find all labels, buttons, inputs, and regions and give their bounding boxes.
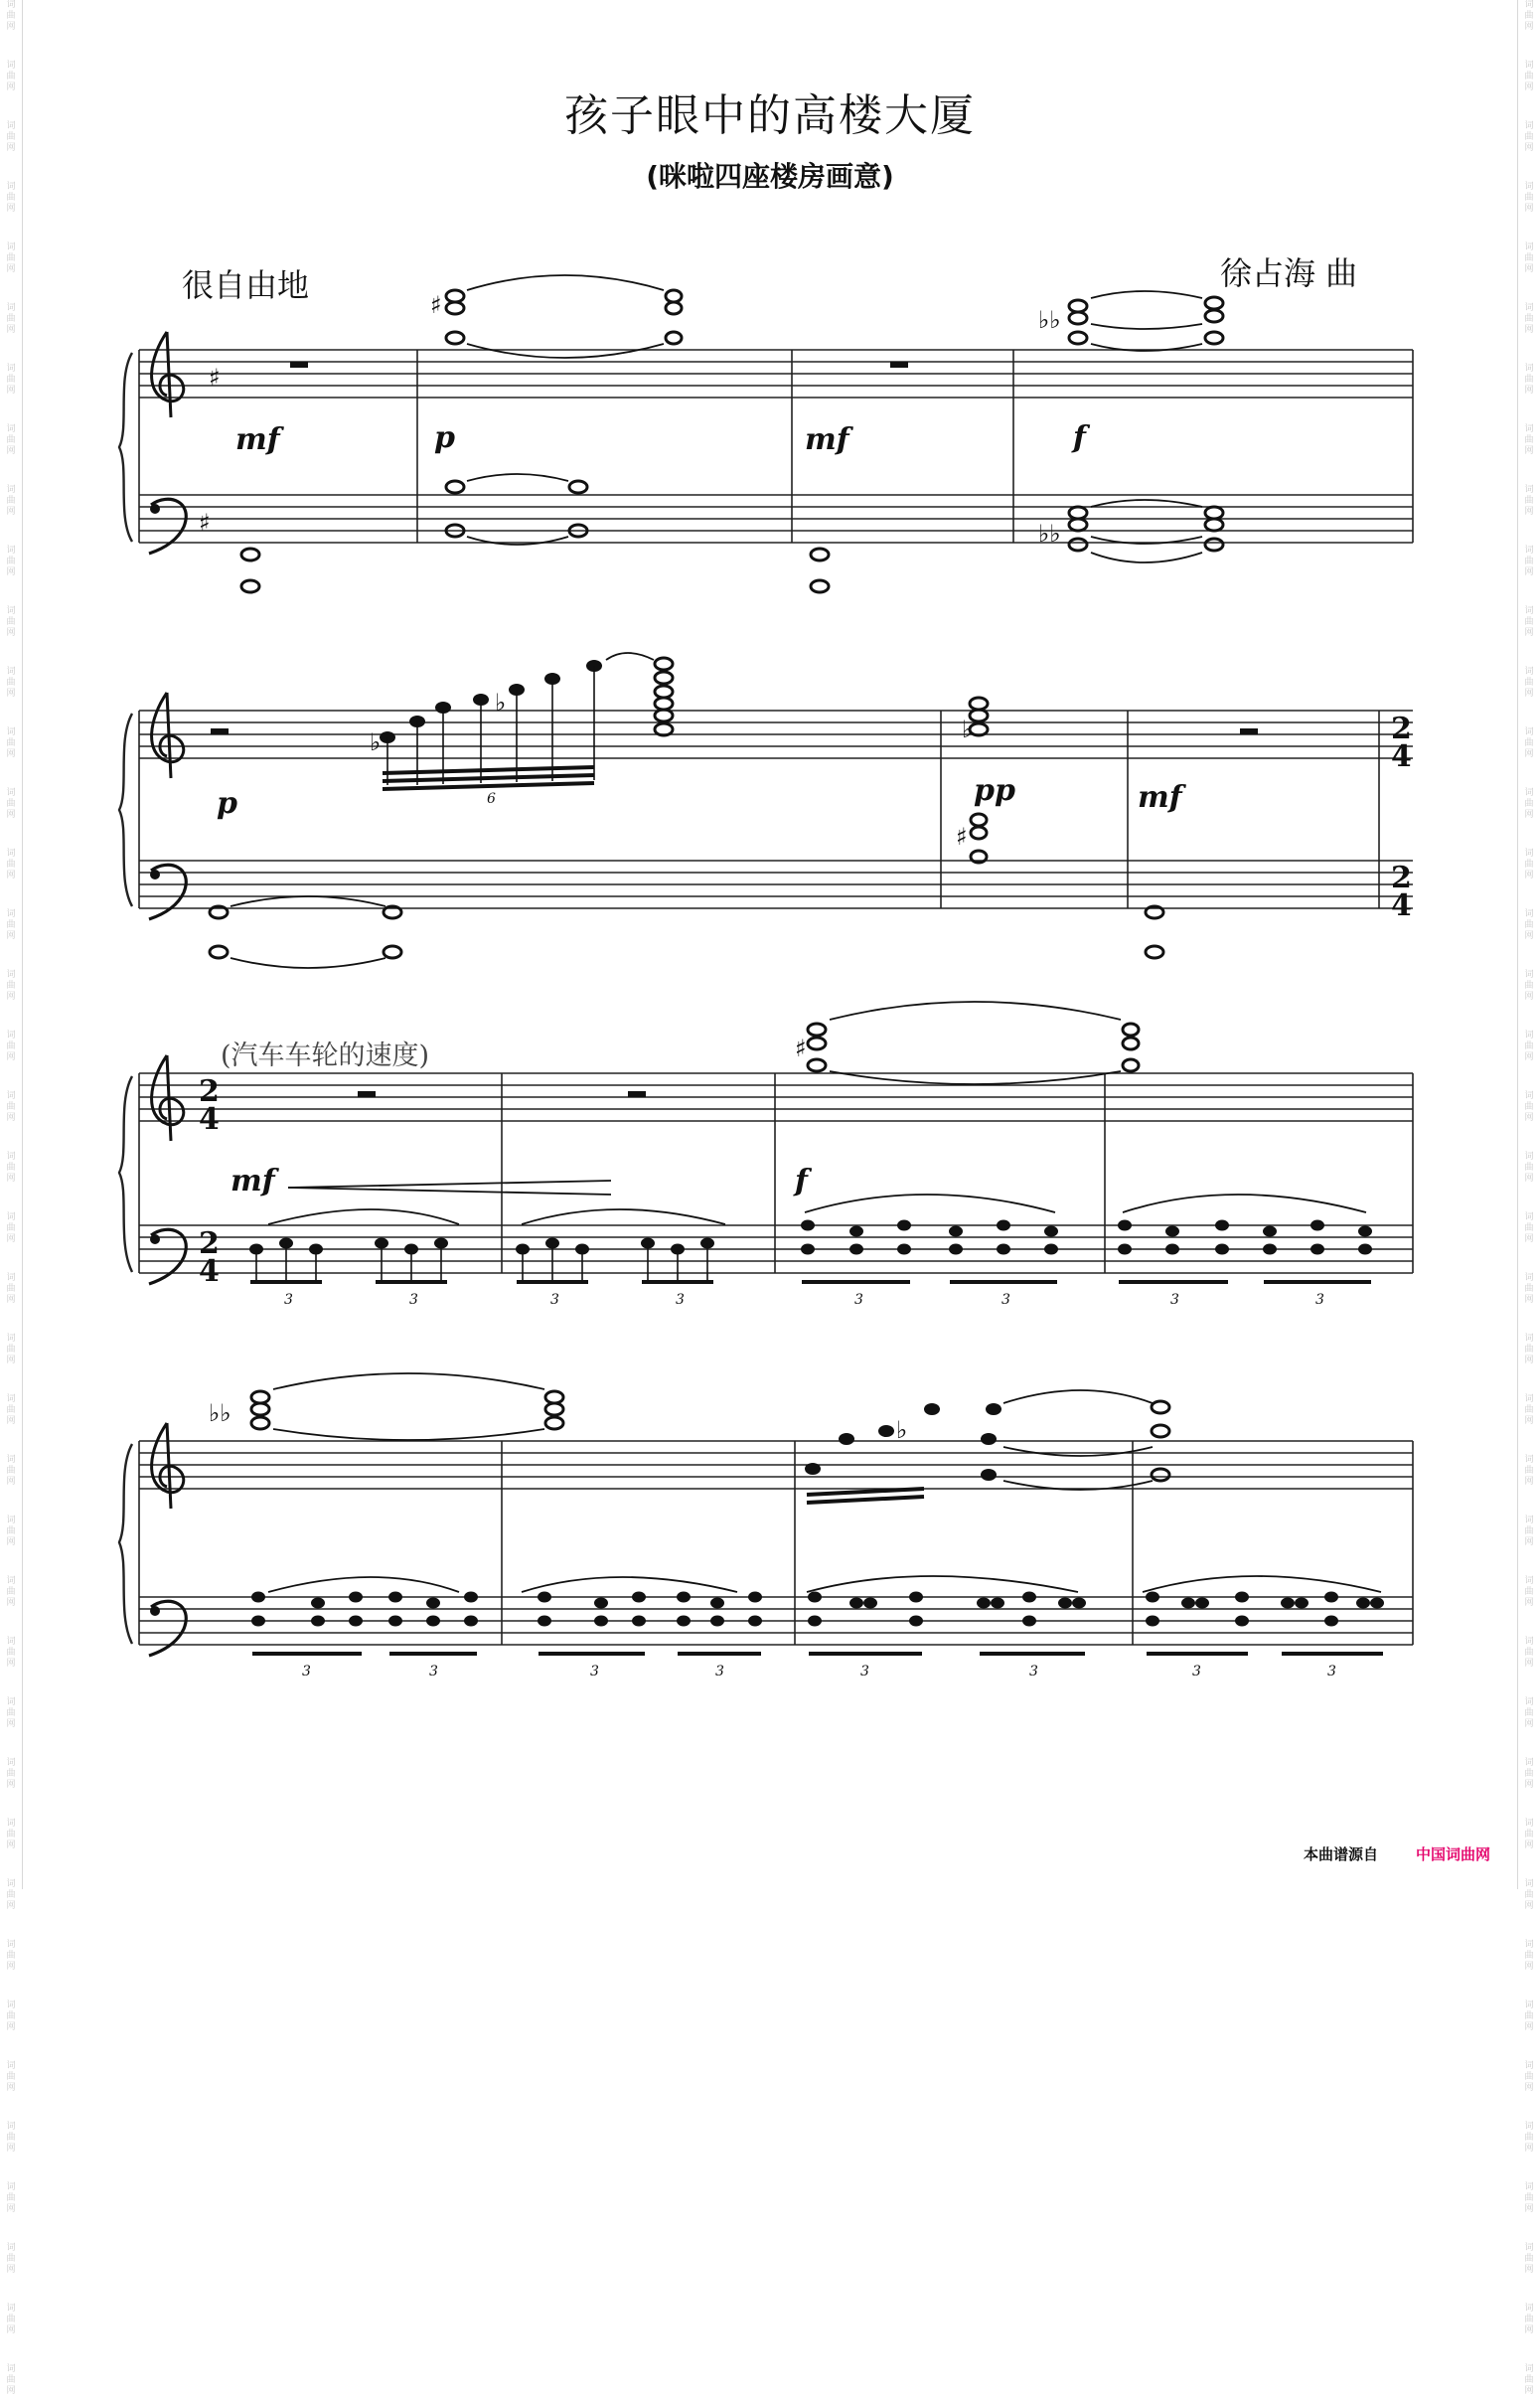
- margin-watermark-text: 词曲网: [6, 1152, 16, 1184]
- half-rest-icon: [1240, 728, 1258, 734]
- treble-clef-icon: [152, 693, 184, 778]
- margin-watermark-text: 词曲网: [1524, 1455, 1534, 1487]
- margin-watermark-text: 词曲网: [6, 1637, 16, 1669]
- margin-watermark-text: 词曲网: [1524, 0, 1534, 32]
- margin-watermark-text: 词曲网: [6, 1031, 16, 1062]
- margin-watermark-text: 词曲网: [6, 1394, 16, 1426]
- dynamic-p: p: [434, 420, 455, 455]
- crescendo-hairpin: [288, 1181, 611, 1195]
- margin-watermark-text: 词曲网: [6, 606, 16, 638]
- rests: [211, 362, 1258, 1097]
- treble-clef-icon: [152, 1423, 184, 1509]
- triplet-label: 3: [1029, 1664, 1038, 1679]
- triplet-label: 3: [1192, 1664, 1201, 1679]
- margin-watermark-text: 词曲网: [1524, 1031, 1534, 1062]
- margin-watermark-text: 词曲网: [6, 1940, 16, 1972]
- triplet-label: 3: [302, 1664, 311, 1679]
- margin-watermark-text: 词曲网: [1524, 2122, 1534, 2154]
- margin-watermark-text: 词曲网: [1524, 2304, 1534, 2335]
- margin-watermark-text: 词曲网: [6, 1516, 16, 1547]
- accidentals: [199, 291, 1061, 1444]
- margin-watermark-text: 词曲网: [1524, 1879, 1534, 1911]
- margin-watermark-text: 词曲网: [1524, 970, 1534, 1002]
- time-signature-top: 2: [199, 1074, 220, 1109]
- margin-watermark-text: 词曲网: [1524, 364, 1534, 396]
- half-rest-icon: [890, 362, 908, 368]
- margin-watermark-text: 词曲网: [1524, 242, 1534, 274]
- tuplet-labels: [284, 791, 1336, 1679]
- margin-watermark-text: 词曲网: [6, 2182, 16, 2214]
- margin-watermark-text: 词曲网: [6, 788, 16, 820]
- tempo-marking: 很自由地: [182, 266, 310, 304]
- margin-watermark-text: 词曲网: [1524, 1758, 1534, 1790]
- triplet-label: 3: [1315, 1292, 1324, 1308]
- triplet-label: 3: [854, 1292, 863, 1308]
- margin-watermark-text: 词曲网: [1524, 2061, 1534, 2093]
- margin-watermark-text: 词曲网: [1524, 2182, 1534, 2214]
- triplet-label: 3: [1170, 1292, 1179, 1308]
- half-rest-icon: [290, 362, 308, 368]
- margin-watermark-text: 词曲网: [1524, 1152, 1534, 1184]
- sharp-icon: ♯: [209, 364, 221, 392]
- treble-clef-icon: [152, 332, 184, 417]
- margin-watermark-text: 词曲网: [1524, 1819, 1534, 1850]
- margin-watermark-text: 词曲网: [6, 0, 16, 32]
- margin-watermark-text: 词曲网: [1524, 424, 1534, 456]
- half-rest-icon: [628, 1091, 646, 1097]
- margin-watermark-text: 词曲网: [1524, 788, 1534, 820]
- triplet-label: 3: [860, 1664, 869, 1679]
- margin-watermark-text: 词曲网: [1524, 1334, 1534, 1365]
- section-cue: (汽车车轮的速度): [221, 1040, 430, 1071]
- treble-clef-icon: [152, 1055, 184, 1141]
- margin-watermark-text: 词曲网: [6, 970, 16, 1002]
- half-rest-icon: [358, 1091, 376, 1097]
- margin-watermark-text: 词曲网: [1524, 2000, 1534, 2032]
- margin-watermark-text: 词曲网: [6, 849, 16, 880]
- margin-watermark-text: 词曲网: [6, 424, 16, 456]
- margin-watermark-text: 词曲网: [1524, 849, 1534, 880]
- dynamic-mf: mf: [231, 1164, 275, 1198]
- margin-watermark-text: 词曲网: [6, 2000, 16, 2032]
- margin-watermark-text: 词曲网: [6, 1273, 16, 1305]
- margin-watermark-text: 词曲网: [6, 242, 16, 274]
- margin-watermark-text: 词曲网: [6, 727, 16, 759]
- triplet-group: [249, 1238, 714, 1255]
- composer-credit: 徐占海 曲: [1220, 254, 1358, 292]
- time-signature-bottom: 4: [199, 1102, 220, 1137]
- margin-watermark-text: 词曲网: [1524, 606, 1534, 638]
- margin-watermark-text: 词曲网: [6, 2364, 16, 2396]
- margin-watermark-text: 词曲网: [6, 1758, 16, 1790]
- margin-watermark-text: 词曲网: [6, 1212, 16, 1244]
- noteheads: [210, 290, 1223, 1481]
- triplet-label: 3: [1327, 1664, 1336, 1679]
- margin-watermark-text: 词曲网: [1524, 1091, 1534, 1123]
- margin-watermark-text: 词曲网: [6, 303, 16, 335]
- beams: [250, 767, 1383, 1654]
- margin-watermark-text: 词曲网: [1524, 1516, 1534, 1547]
- triplet-label: 3: [590, 1664, 599, 1679]
- margin-watermark-text: 词曲网: [6, 1576, 16, 1608]
- dynamic-pp: pp: [974, 773, 1015, 808]
- margin-watermark-text: 词曲网: [1524, 303, 1534, 335]
- margin-watermark-text: 词曲网: [1524, 2364, 1534, 2396]
- margin-watermark-text: 词曲网: [1524, 182, 1534, 214]
- time-signatures: [199, 712, 1412, 1289]
- triplet-label: 3: [1001, 1292, 1010, 1308]
- sextuplet-label: 6: [487, 791, 496, 807]
- footer-site-link[interactable]: 中国词曲网: [1416, 1845, 1491, 1863]
- time-signature-top: 2: [199, 1226, 220, 1261]
- triplet-label: 3: [284, 1292, 293, 1308]
- dynamic-f: f: [795, 1164, 808, 1198]
- time-signature-bottom: 4: [1391, 888, 1412, 923]
- margin-watermark-text: 词曲网: [6, 909, 16, 941]
- bass-clef-icon: [150, 1606, 160, 1616]
- ties-and-slurs: [231, 275, 1381, 1592]
- margin-watermark-text: 词曲网: [6, 364, 16, 396]
- margin-watermark-text: 词曲网: [1524, 61, 1534, 92]
- flat-icon: ♭: [896, 1416, 908, 1444]
- margin-watermark-text: 词曲网: [6, 121, 16, 153]
- margin-watermark-text: 词曲网: [1524, 1394, 1534, 1426]
- margin-watermark-text: 词曲网: [1524, 727, 1534, 759]
- time-signature-bottom: 4: [199, 1254, 220, 1289]
- margin-watermark-text: 词曲网: [1524, 121, 1534, 153]
- margin-watermark-text: 词曲网: [1524, 485, 1534, 517]
- dynamic-mf: mf: [235, 422, 280, 457]
- triplet-label: 3: [715, 1664, 724, 1679]
- triplet-label: 3: [550, 1292, 559, 1308]
- triplet-label: 3: [429, 1664, 438, 1679]
- margin-watermark-text: 词曲网: [6, 2304, 16, 2335]
- dynamic-mf: mf: [805, 422, 849, 457]
- system-braces: [119, 353, 132, 1644]
- flat-icon: ♭: [495, 689, 507, 717]
- margin-watermark-text: 词曲网: [6, 1697, 16, 1729]
- margin-watermark-text: 词曲网: [6, 1879, 16, 1911]
- dynamic-mf: mf: [1138, 780, 1182, 815]
- double-flat-icon: ♭♭: [1038, 520, 1061, 548]
- triplet-label: 3: [676, 1292, 685, 1308]
- sharp-icon: ♯: [430, 291, 442, 319]
- margin-watermark-text: 词曲网: [1524, 2243, 1534, 2275]
- margin-watermark-text: 词曲网: [1524, 1940, 1534, 1972]
- margin-watermark-text: 词曲网: [1524, 1697, 1534, 1729]
- margin-watermark-text: 词曲网: [1524, 1273, 1534, 1305]
- flat-icon: ♭: [370, 728, 382, 756]
- margin-watermark-text: 词曲网: [6, 1819, 16, 1850]
- margin-watermark-text: 词曲网: [1524, 546, 1534, 577]
- margin-watermark-text: 词曲网: [1524, 1637, 1534, 1669]
- margin-watermark-text: 词曲网: [6, 2061, 16, 2093]
- time-signature-bottom: 4: [1391, 739, 1412, 774]
- sharp-icon: ♯: [795, 1035, 807, 1062]
- margin-watermark-text: 词曲网: [1524, 667, 1534, 699]
- margin-watermark-text: 词曲网: [6, 1455, 16, 1487]
- bass-clef-icon: [150, 870, 160, 879]
- double-flat-icon: ♭♭: [209, 1399, 231, 1427]
- flat-icon: ♭: [962, 716, 974, 743]
- sharp-icon: ♯: [199, 509, 211, 537]
- bass-clef-icon: [150, 504, 160, 514]
- half-rest-icon: [211, 728, 229, 734]
- dynamic-f: f: [1073, 420, 1086, 455]
- time-signature-top: 2: [1391, 712, 1412, 746]
- dynamic-p: p: [217, 786, 237, 821]
- score-title: 孩子眼中的高楼大厦: [564, 90, 976, 141]
- triplet-label: 3: [409, 1292, 418, 1308]
- double-flat-icon: ♭♭: [1038, 306, 1061, 334]
- bass-clef-icon: [150, 1234, 160, 1244]
- margin-watermark-text: 词曲网: [6, 182, 16, 214]
- margin-watermark-text: 词曲网: [1524, 1576, 1534, 1608]
- margin-watermark-text: 词曲网: [1524, 909, 1534, 941]
- time-signature-top: 2: [1391, 861, 1412, 895]
- margin-watermark-text: 词曲网: [1524, 1212, 1534, 1244]
- margin-watermark-text: 词曲网: [6, 61, 16, 92]
- sharp-icon: ♯: [956, 823, 968, 851]
- margin-watermark-text: 词曲网: [6, 546, 16, 577]
- margin-watermark-text: 词曲网: [6, 1334, 16, 1365]
- margin-watermark-text: 词曲网: [6, 1091, 16, 1123]
- margin-watermark-text: 词曲网: [6, 2243, 16, 2275]
- footer-source-label: 本曲谱源自: [1304, 1845, 1379, 1863]
- margin-watermark-text: 词曲网: [6, 485, 16, 517]
- margin-watermark-text: 词曲网: [6, 2122, 16, 2154]
- margin-watermark-text: 词曲网: [6, 667, 16, 699]
- score-subtitle: (咪啦四座楼房画意): [646, 160, 894, 193]
